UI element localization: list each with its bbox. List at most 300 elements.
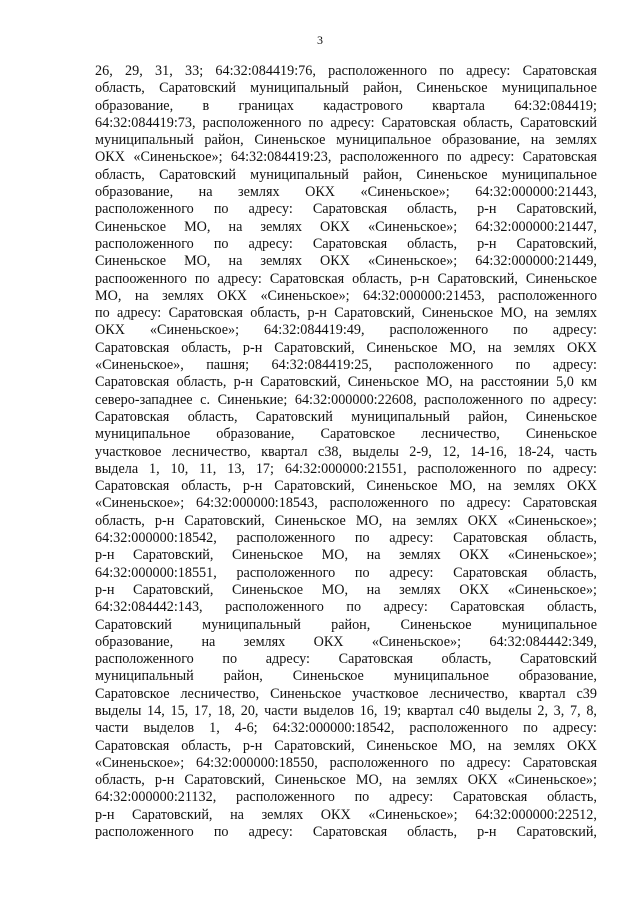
word: «Синеньское»; xyxy=(260,287,350,304)
word: по xyxy=(446,149,462,166)
word: выделы xyxy=(95,702,142,719)
word: 64:32:084442:349, xyxy=(489,633,597,650)
text-line xyxy=(95,686,597,703)
word: Синеньское xyxy=(274,512,346,529)
word: км xyxy=(581,374,597,391)
word: р-н xyxy=(154,772,175,789)
word: адресу: xyxy=(117,305,162,322)
word: область, xyxy=(441,651,492,668)
word: Синеньское xyxy=(95,218,167,235)
word: район, xyxy=(331,616,371,633)
word: на xyxy=(366,581,381,598)
word: район, xyxy=(204,132,244,149)
word: 10, xyxy=(170,460,189,477)
word: ОКХ xyxy=(467,772,498,789)
word: область, xyxy=(352,270,403,287)
word: Саратовская xyxy=(95,408,170,425)
word: Саратовский, xyxy=(516,235,597,252)
word: «Синеньское»; xyxy=(368,253,458,270)
word: 64:32:000000:21449, xyxy=(475,253,597,270)
word: 64:32:000000:18550, xyxy=(195,754,318,771)
text-line xyxy=(95,755,597,772)
word: 64:32:000000:18543, xyxy=(195,495,318,512)
word: адресу: xyxy=(552,720,597,737)
word: 64:32:000000:21551, xyxy=(284,460,407,477)
word: образование, xyxy=(95,184,174,201)
word: р-н xyxy=(242,737,263,754)
word: расстоянии xyxy=(480,374,549,391)
word: ОКХ xyxy=(313,633,344,650)
word: Саратовская xyxy=(95,339,170,356)
word: Саратовская xyxy=(95,374,170,391)
word: область, xyxy=(547,564,597,581)
word: кадастрового xyxy=(323,97,403,114)
word: Саратовское xyxy=(95,685,170,702)
text-line xyxy=(95,772,597,789)
text-line xyxy=(95,340,597,357)
word: «Синеньское»; xyxy=(368,218,458,235)
text-line xyxy=(95,149,597,166)
word: муниципальное xyxy=(393,668,489,685)
word: Саратовская xyxy=(522,495,597,512)
word: с. xyxy=(200,391,211,408)
word: район, xyxy=(363,166,403,183)
word: выделов xyxy=(303,702,354,719)
word: образование, xyxy=(518,668,597,685)
word: область, xyxy=(547,530,597,547)
word: адресу: xyxy=(552,460,597,477)
word: Синеньское xyxy=(525,426,597,443)
text-line xyxy=(95,98,597,115)
word: выделы xyxy=(352,443,399,460)
word: МО, xyxy=(449,478,476,495)
word: на xyxy=(366,547,381,564)
word: адресу: xyxy=(248,201,293,218)
word: Саратовский, xyxy=(132,806,213,823)
word: 64:32:084419:25, xyxy=(271,357,372,374)
word: Саратовский xyxy=(520,114,597,131)
word: Саратовский xyxy=(520,651,597,668)
word: муниципальный xyxy=(202,616,301,633)
word: Синеньское xyxy=(416,166,488,183)
word: Саратовская xyxy=(450,599,525,616)
word: Саратовская xyxy=(95,737,170,754)
word: расположенного xyxy=(95,201,194,218)
word: по xyxy=(354,789,370,806)
word: землях xyxy=(238,184,280,201)
text-line xyxy=(95,426,597,443)
word: «Синеньское»; xyxy=(507,581,597,598)
word: Синеньское xyxy=(525,270,597,287)
word: область, xyxy=(181,737,232,754)
word: на xyxy=(487,478,502,495)
word: 14-16, xyxy=(470,443,508,460)
word: квартал xyxy=(261,443,308,460)
word: 64:32:000000:21443, xyxy=(475,184,597,201)
word: область, xyxy=(547,599,597,616)
word: 14, xyxy=(147,702,165,719)
word: муниципальное xyxy=(501,80,597,97)
word: по xyxy=(530,391,546,408)
word: 33; xyxy=(185,63,204,79)
word: МО, xyxy=(355,772,383,789)
word: район, xyxy=(363,80,403,97)
word: область, xyxy=(95,80,145,97)
word: область, xyxy=(547,789,597,806)
text-line xyxy=(95,322,597,339)
word: на xyxy=(459,374,474,391)
word: область, xyxy=(181,339,232,356)
text-line xyxy=(95,513,597,530)
text-line xyxy=(95,807,597,824)
text-line xyxy=(95,63,597,80)
word: ОКХ xyxy=(566,339,597,356)
word: ОКХ xyxy=(217,287,248,304)
word: границах xyxy=(238,97,294,114)
word: на xyxy=(228,218,243,235)
word: ОКХ xyxy=(320,253,350,270)
word: землях xyxy=(260,253,302,270)
word: адресу: xyxy=(552,391,597,408)
word: части xyxy=(264,702,298,719)
word: по xyxy=(354,530,370,547)
text-line xyxy=(95,132,597,149)
word: 64:32:000000:21453, xyxy=(363,287,485,304)
text-line xyxy=(95,201,597,218)
text-line xyxy=(95,668,597,685)
word: расположенного xyxy=(329,754,429,771)
word: 64:32:000000:22512, xyxy=(475,806,597,823)
word: землях xyxy=(513,478,556,495)
word: муниципальное xyxy=(501,166,597,183)
word: муниципальный xyxy=(250,166,349,183)
text-line xyxy=(95,392,597,409)
word: ОКХ xyxy=(320,218,350,235)
word: на xyxy=(487,339,502,356)
word: 64:32:084419:76, xyxy=(215,63,316,79)
word: квартала xyxy=(432,97,485,114)
word: «Синеньское», xyxy=(95,357,184,374)
word: 64:32:000000:21132, xyxy=(95,789,217,806)
text-line xyxy=(95,374,597,391)
word: ОКХ xyxy=(459,547,490,564)
word: р-н xyxy=(477,235,497,252)
word: МО, xyxy=(184,218,211,235)
word: адресу: xyxy=(265,651,310,668)
text-line xyxy=(95,115,597,132)
word: Саратовский, xyxy=(260,374,341,391)
word: расположенного xyxy=(339,149,439,166)
word: расположенного xyxy=(202,114,302,131)
word: на xyxy=(228,253,243,270)
word: муниципальное xyxy=(501,616,597,633)
word: область, xyxy=(176,374,227,391)
text-line xyxy=(95,599,597,616)
text-line xyxy=(95,789,597,806)
word: адресу: xyxy=(470,149,515,166)
word: МО, xyxy=(449,339,476,356)
word: расположенного xyxy=(329,495,429,512)
word: расположенного xyxy=(95,651,194,668)
text-line xyxy=(95,184,597,201)
word: по xyxy=(523,720,538,737)
text-line xyxy=(95,547,597,564)
word: область, xyxy=(407,824,458,841)
word: 17; xyxy=(255,460,274,477)
word: пашня; xyxy=(206,357,250,374)
word: МО, xyxy=(321,547,349,564)
word: Саратовский xyxy=(159,80,236,97)
word: Синеньское xyxy=(292,668,364,685)
word: р-н xyxy=(154,512,175,529)
word: землях xyxy=(555,132,597,149)
word: 11, xyxy=(199,460,217,477)
word: расположенного xyxy=(424,391,523,408)
text-line xyxy=(95,219,597,236)
word: образование, xyxy=(216,426,295,443)
word: участковое xyxy=(95,443,162,460)
word: землях xyxy=(260,218,302,235)
word: 18-24, xyxy=(517,443,555,460)
word: р-н xyxy=(233,374,253,391)
word: 7, xyxy=(570,702,581,719)
text-line xyxy=(95,305,597,322)
word: Саратовский, xyxy=(133,547,214,564)
word: на xyxy=(392,772,407,789)
word: выделов xyxy=(143,720,195,737)
word: 64:32:000000:18551, xyxy=(95,564,217,581)
text-line xyxy=(95,478,597,495)
text-line xyxy=(95,565,597,582)
word: по xyxy=(213,201,229,218)
word: Саратовский, xyxy=(184,772,265,789)
word: «Синеньское»; xyxy=(507,772,597,789)
word: адресу: xyxy=(466,754,511,771)
word: Синеньское xyxy=(254,132,326,149)
word: землях xyxy=(399,581,441,598)
word: землях xyxy=(513,737,556,754)
text-line xyxy=(95,357,597,374)
word: муниципальный xyxy=(250,80,349,97)
word: на xyxy=(392,512,407,529)
word: образование, xyxy=(441,132,521,149)
word: адресу: xyxy=(552,322,597,339)
word: муниципальное xyxy=(336,132,432,149)
word: расположенного xyxy=(328,63,427,79)
word: по xyxy=(440,495,455,512)
text-line xyxy=(95,80,597,97)
word: Синеньское xyxy=(95,253,167,270)
text-line xyxy=(95,167,597,184)
text-line xyxy=(95,530,597,547)
word: адресу: xyxy=(248,235,293,252)
word: землях xyxy=(261,806,304,823)
word: муниципальное xyxy=(95,426,191,443)
word: Саратовский, xyxy=(274,478,355,495)
word: 64:32:000000:18542, xyxy=(272,720,395,737)
word: Саратовский, xyxy=(437,270,518,287)
word: выдела xyxy=(95,460,139,477)
text-line xyxy=(95,409,597,426)
word: расположенного xyxy=(394,357,494,374)
word: участковое xyxy=(352,685,419,702)
word: муниципальный xyxy=(95,668,194,685)
word: расположенного xyxy=(498,287,597,304)
word: Синеньское xyxy=(232,581,304,598)
text-line xyxy=(95,461,597,478)
word: Саратовская xyxy=(312,201,388,218)
word: по xyxy=(194,270,210,287)
word: область, xyxy=(407,201,458,218)
word: Саратовский, xyxy=(516,201,597,218)
word: ОКХ xyxy=(459,581,490,598)
word: по xyxy=(95,305,110,322)
word: Саратовская xyxy=(522,63,597,79)
word: 18, xyxy=(217,702,236,719)
word: адресу: xyxy=(389,564,434,581)
word: Синеньское xyxy=(525,408,597,425)
word: МО, xyxy=(449,737,476,754)
word: Синеньское xyxy=(270,685,342,702)
word: ОКХ xyxy=(566,737,597,754)
word: 64:32:084419:49, xyxy=(264,322,365,339)
word: «Синеньское»; xyxy=(95,495,185,512)
word: выделы xyxy=(485,702,532,719)
word: Саратовский, xyxy=(133,581,214,598)
word: лесничество, xyxy=(421,426,500,443)
word: Синеньское xyxy=(400,616,472,633)
word: 17, xyxy=(193,702,212,719)
text-line xyxy=(95,271,597,288)
word: «Синеньское»; xyxy=(371,633,462,650)
word: МО, xyxy=(426,374,453,391)
word: р-н xyxy=(477,824,497,841)
word: 19; xyxy=(383,702,402,719)
word: Саратовская xyxy=(453,530,528,547)
word: землях xyxy=(399,547,441,564)
word: область, xyxy=(181,478,232,495)
word: р-н xyxy=(242,478,263,495)
word: «Синеньское»; xyxy=(507,512,597,529)
text-line xyxy=(95,495,597,512)
word: область, xyxy=(250,305,301,322)
word: Саратовский, xyxy=(274,737,355,754)
word: распооженного xyxy=(95,270,187,287)
word: расположенного xyxy=(95,235,194,252)
word: Синеньское xyxy=(366,339,438,356)
word: по xyxy=(354,564,370,581)
word: р-н xyxy=(477,201,497,218)
word: расположенного xyxy=(389,322,489,339)
word: расположенного xyxy=(95,824,194,841)
word: ОКХ xyxy=(95,149,125,166)
word: область, xyxy=(95,512,145,529)
word: 64:32:000000:21447, xyxy=(475,218,597,235)
word: лесничество, xyxy=(171,443,251,460)
word: адресу: xyxy=(466,495,511,512)
word: на xyxy=(201,633,216,650)
word: Саратовский, xyxy=(334,305,415,322)
word: 16, xyxy=(359,702,378,719)
text-line xyxy=(95,617,597,634)
word: образование, xyxy=(95,633,174,650)
word: на xyxy=(530,132,545,149)
word: Саратовский, xyxy=(516,824,597,841)
text-line xyxy=(95,444,597,461)
word: расположенного xyxy=(236,530,336,547)
word: расположенного xyxy=(236,789,335,806)
word: «Синеньское»; xyxy=(360,184,450,201)
word: 12, xyxy=(442,443,460,460)
word: части xyxy=(95,720,129,737)
word: ОКХ xyxy=(95,322,125,339)
word: Синенькие; xyxy=(217,391,288,408)
page-number: 3 xyxy=(317,33,323,47)
word: «Синеньское»; xyxy=(133,149,223,166)
word: в xyxy=(202,97,210,114)
word: 1, xyxy=(209,720,220,737)
word: ОКХ xyxy=(566,478,597,495)
word: с40 xyxy=(459,702,480,719)
word: Саратовский xyxy=(95,616,172,633)
word: адресу: xyxy=(389,530,434,547)
word: область, xyxy=(463,114,513,131)
word: Синеньское xyxy=(422,305,494,322)
word: МО, xyxy=(500,305,527,322)
text-line xyxy=(95,634,597,651)
word: Синеньское xyxy=(366,478,438,495)
word: расположенного xyxy=(417,460,517,477)
word: 4-6; xyxy=(234,720,258,737)
word: по xyxy=(513,322,528,339)
word: область, xyxy=(407,235,458,252)
word: муниципальный xyxy=(95,132,194,149)
word: 64:32:084419; xyxy=(514,97,597,114)
word: адресу: xyxy=(248,824,293,841)
word: 64:32:000000:18542, xyxy=(95,530,217,547)
word: на xyxy=(134,287,149,304)
word: землях xyxy=(416,512,458,529)
word: Саратовская xyxy=(312,235,388,252)
word: адресу: xyxy=(330,114,375,131)
word: Саратовская xyxy=(269,270,345,287)
word: по xyxy=(346,599,362,616)
word: 64:32:000000:22608, xyxy=(294,391,417,408)
word: МО, xyxy=(355,512,383,529)
word: Синеньское xyxy=(232,547,304,564)
word: 13, xyxy=(227,460,245,477)
word: северо-западнее xyxy=(95,391,193,408)
text-line xyxy=(95,288,597,305)
word: 15, xyxy=(170,702,189,719)
text-line xyxy=(95,738,597,755)
word: Саратовский xyxy=(255,408,333,425)
word: ОКХ xyxy=(305,184,336,201)
word: адресу: xyxy=(466,63,511,79)
word: по xyxy=(527,460,542,477)
word: землях xyxy=(416,772,458,789)
word: район, xyxy=(468,408,508,425)
word: р-н xyxy=(242,339,263,356)
document-body xyxy=(95,63,597,841)
word: область, xyxy=(95,772,145,789)
word: р-н xyxy=(95,547,115,564)
word: Саратовский, xyxy=(184,512,265,529)
word: 64:32:084419:73, xyxy=(95,114,196,131)
word: по xyxy=(213,824,229,841)
word: 3, xyxy=(553,702,565,719)
word: лесничество, xyxy=(429,685,509,702)
